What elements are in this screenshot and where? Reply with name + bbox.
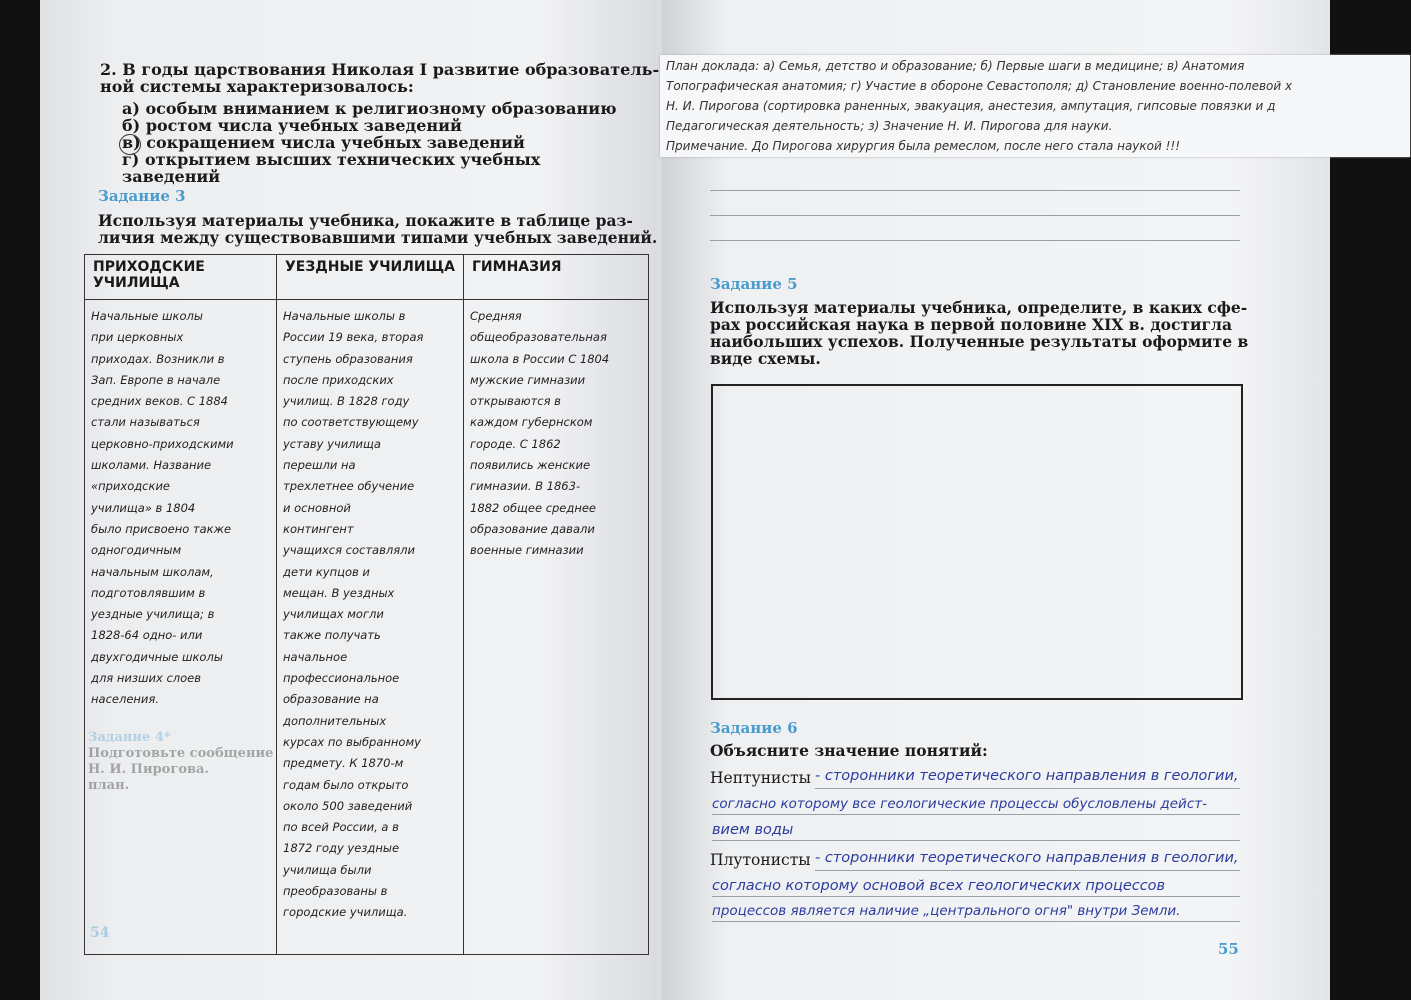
table-cell-line: уставу училища bbox=[283, 436, 381, 451]
table-cell-line: мещан. В уездных bbox=[283, 585, 395, 600]
question2-line1: 2. В годы царствования Николая I развитие образователь- bbox=[100, 60, 660, 79]
header-district-schools: УЕЗДНЫЕ УЧИЛИЩА bbox=[277, 255, 464, 300]
task3-line2: личия между существовавшими типами учебных заведений. bbox=[98, 228, 658, 247]
table-cell-line: гимназии. В 1863- bbox=[470, 479, 581, 494]
header-gymnasium: ГИМНАЗИЯ bbox=[464, 255, 649, 300]
table-cell-line: общеобразовательная bbox=[470, 330, 607, 345]
neptunists-rule-3 bbox=[712, 840, 1240, 841]
neptunists-rule-1 bbox=[815, 788, 1240, 789]
left-dark-edge bbox=[0, 0, 40, 1000]
table-cell-line: по соответствующему bbox=[283, 415, 419, 430]
answer-line-2 bbox=[710, 215, 1240, 216]
plutonists-label: Плутонисты bbox=[710, 851, 811, 869]
table-cell-line: 1882 общее среднее bbox=[470, 500, 597, 515]
task3-title: Задание 3 bbox=[98, 187, 186, 205]
table-cell-line: Зап. Европе в начале bbox=[91, 372, 221, 387]
table-cell-line: городе. С 1862 bbox=[470, 436, 561, 451]
table-cell-line: школами. Название bbox=[91, 458, 212, 473]
table-cell-line: трехлетнее обучение bbox=[283, 479, 415, 494]
table-cell-line: 1872 году уездные bbox=[283, 841, 400, 856]
faded-task4 bbox=[88, 730, 278, 794]
table-cell-line: и основной bbox=[283, 500, 351, 515]
table-cell-line: школа в России С 1804 bbox=[470, 351, 610, 366]
table-cell-line: мужские гимназии bbox=[470, 372, 586, 387]
table-cell-line: уездные училища; в bbox=[91, 607, 215, 622]
table-cell-line: ступень образования bbox=[283, 351, 413, 366]
table-cell-line: училищах могли bbox=[283, 607, 384, 622]
table-cell-line: одногодичным bbox=[91, 543, 182, 558]
table-cell-line: открываются в bbox=[470, 394, 561, 409]
table-cell-line: Начальные школы в bbox=[283, 309, 406, 323]
task5-title: Задание 5 bbox=[710, 275, 798, 293]
table-cell-line: образование давали bbox=[470, 521, 595, 536]
task5-line2: рах российская наука в первой половине XIX в. достигла bbox=[710, 315, 1232, 334]
schools-table bbox=[84, 254, 649, 955]
table-cell-line: годам было открыто bbox=[283, 777, 409, 792]
task5-line1: Используя материалы учебника, определите, в каких сфе- bbox=[710, 298, 1248, 317]
faded-task4-line1: Подготовьте сообщение bbox=[88, 746, 274, 761]
table-cell-line: дети купцов и bbox=[283, 564, 370, 579]
neptunists-answer-line3: вием воды bbox=[712, 822, 794, 838]
header-parish-schools: ПРИХОДСКИЕ УЧИЛИЩА bbox=[85, 255, 277, 300]
table-cell-line: было присвоено также bbox=[91, 521, 232, 536]
plan-line-4: Педагогическая деятельность; з) Значение Н. И. Пирогова для науки. bbox=[666, 119, 1113, 133]
table-cell-line: перешли на bbox=[283, 458, 356, 473]
table-cell-line: училища» в 1804 bbox=[91, 500, 196, 515]
cell-gymnasium bbox=[464, 300, 649, 955]
table-cell-line: после приходских bbox=[283, 372, 394, 387]
table-cell-line: приходах. Возникли в bbox=[91, 351, 225, 366]
table-cell-line: преобразованы в bbox=[283, 884, 388, 899]
table-cell-line: также получать bbox=[283, 628, 381, 643]
table-cell-line: Средняя bbox=[470, 309, 522, 323]
option-c[interactable]: в) сокращением числа учебных заведений bbox=[122, 133, 525, 152]
neptunists-answer-line2: согласно которому все геологические процессы обусловлены дейст- bbox=[712, 796, 1207, 812]
option-d[interactable]: г) открытием высших технических учебных заведений bbox=[122, 150, 541, 186]
scheme-box[interactable] bbox=[711, 384, 1243, 700]
table-cell-line: церковно-приходскими bbox=[91, 436, 234, 451]
task6-title: Задание 6 bbox=[710, 719, 798, 737]
table-cell-line: образование на bbox=[283, 692, 379, 707]
table-cell-line: стали называться bbox=[91, 415, 200, 430]
answer-line-1 bbox=[710, 190, 1240, 191]
faded-task4-line2: Н. И. Пирогова. bbox=[88, 762, 209, 777]
plutonists-rule-3 bbox=[712, 921, 1240, 922]
table-cell-line: предмету. К 1870-м bbox=[283, 756, 404, 771]
plutonists-answer-line3: процессов является наличие „центрального огня" внутри Земли. bbox=[712, 903, 1181, 919]
table-cell-line: России 19 века, вторая bbox=[283, 330, 424, 345]
faded-task4-title: Задание 4* bbox=[88, 730, 171, 745]
plan-line-5: Примечание. До Пирогова хирургия была ремеслом, после него стала наукой !!! bbox=[666, 139, 1181, 153]
table-cell-line: училища были bbox=[283, 862, 372, 877]
plan-line-3: Н. И. Пирогова (сортировка раненных, эвакуация, анестезия, ампутация, гипсовые повязки и д bbox=[666, 99, 1276, 113]
answer-line-3 bbox=[710, 240, 1240, 241]
plan-line-1: План доклада: а) Семья, детство и образование; б) Первые шаги в медицине; в) Анатомия bbox=[666, 59, 1245, 73]
table-cell-line: населения. bbox=[91, 692, 159, 707]
table-cell-line: по всей России, а в bbox=[283, 820, 399, 835]
task6-text: Объясните значение понятий: bbox=[710, 741, 988, 760]
plutonists-answer-line1: - сторонники теоретического направления в геологии, bbox=[815, 850, 1239, 866]
table-cell-line: профессиональное bbox=[283, 671, 400, 686]
table-cell-line: «приходские bbox=[91, 479, 171, 494]
table-cell-line: начальное bbox=[283, 649, 348, 664]
task3-line1: Используя материалы учебника, покажите в таблице раз- bbox=[98, 211, 633, 230]
table-cell-line: при церковных bbox=[91, 330, 184, 345]
table-cell-line: городские училища. bbox=[283, 905, 408, 920]
table-cell-line: учащихся составляли bbox=[283, 543, 415, 558]
question2-line2: ной системы характеризовалось: bbox=[100, 77, 414, 96]
table-cell-line: двухгодичные школы bbox=[91, 649, 223, 664]
plutonists-answer-line2: согласно которому основой всех геологических процессов bbox=[712, 878, 1166, 894]
option-b[interactable]: б) ростом числа учебных заведений bbox=[122, 116, 462, 135]
right-page-number: 55 bbox=[1218, 940, 1239, 958]
neptunists-answer-line1: - сторонники теоретического направления в геологии, bbox=[815, 768, 1239, 784]
neptunists-label: Нептунисты bbox=[710, 769, 811, 787]
table-cell-line: каждом губернском bbox=[470, 415, 593, 430]
faded-task4-line3: план. bbox=[88, 778, 130, 793]
task5-line3: наибольших успехов. Полученные результаты оформите в bbox=[710, 332, 1249, 351]
table-cell-line: 1828-64 одно- или bbox=[91, 628, 203, 643]
table-cell-line: появились женские bbox=[470, 458, 591, 473]
table-cell-line: подготовлявшим в bbox=[91, 585, 206, 600]
left-page-number: 54 bbox=[90, 925, 110, 941]
option-a[interactable]: а) особым вниманием к религиозному образованию bbox=[122, 99, 617, 118]
table-cell-line: контингент bbox=[283, 521, 354, 536]
task5-line4: виде схемы. bbox=[710, 349, 821, 368]
table-cell-line: училищ. В 1828 году bbox=[283, 394, 410, 409]
neptunists-rule-2 bbox=[712, 814, 1240, 815]
cell-parish-schools bbox=[85, 300, 277, 955]
plutonists-rule-1 bbox=[815, 870, 1240, 871]
table-cell-line: для низших слоев bbox=[91, 671, 202, 686]
question2-options bbox=[122, 100, 642, 185]
table-cell-line: курсах по выбранному bbox=[283, 734, 421, 749]
plan-line-2: Топографическая анатомия; г) Участие в обороне Севастополя; д) Становление военно-полевой х bbox=[666, 79, 1293, 93]
table-cell-line: Начальные школы bbox=[91, 309, 203, 323]
table-cell-line: дополнительных bbox=[283, 713, 387, 728]
table-cell-line: средних веков. С 1884 bbox=[91, 394, 228, 409]
task5-text bbox=[710, 298, 1249, 368]
cell-district-schools bbox=[277, 300, 464, 955]
table-cell-line: около 500 заведений bbox=[283, 798, 413, 813]
table-cell-line: военные гимназии bbox=[470, 543, 584, 558]
plutonists-rule-2 bbox=[712, 896, 1240, 897]
plan-strip bbox=[660, 55, 1410, 157]
table-cell-line: начальным школам, bbox=[91, 564, 214, 579]
selected-option-circle bbox=[119, 134, 141, 155]
